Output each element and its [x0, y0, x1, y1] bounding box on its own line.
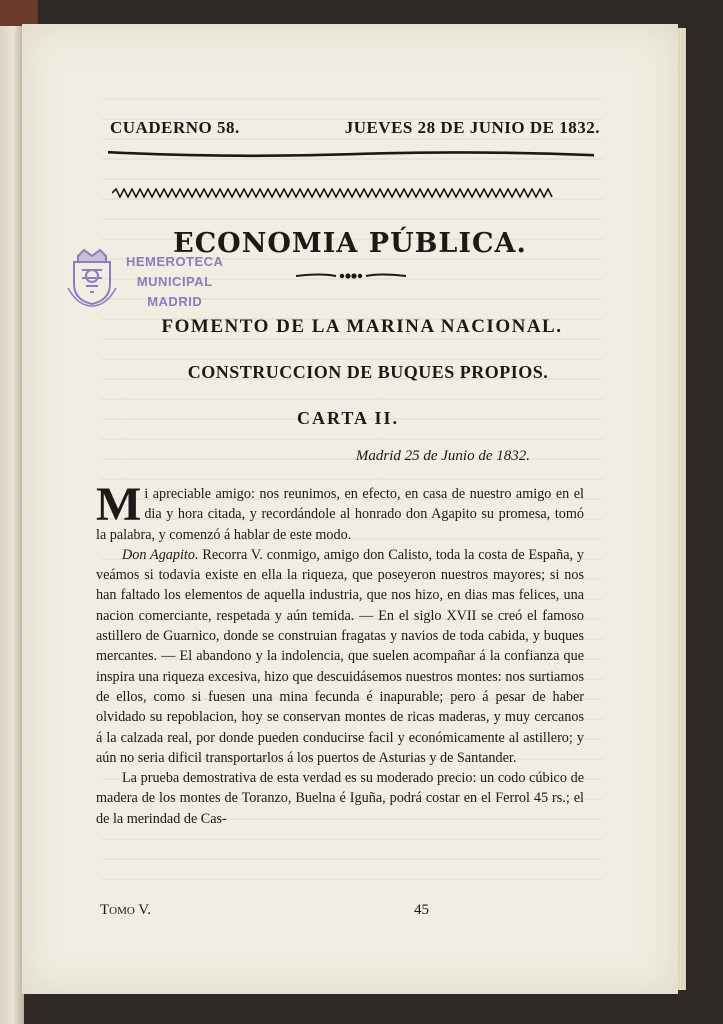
article-title: FOMENTO DE LA MARINA NACIONAL. [161, 316, 563, 337]
header-swell-rule [108, 148, 594, 160]
issue-date: JUEVES 28 DE JUNIO DE 1832. [344, 118, 600, 137]
issue-number: CUADERNO 58. [110, 118, 240, 137]
signature-mark: 45 [414, 902, 429, 918]
paragraph-1 [96, 478, 584, 545]
stamp-line-1: HEMEROTECA [126, 254, 224, 269]
running-header [110, 118, 600, 148]
page-footer [96, 902, 584, 922]
section-masthead: ECONOMIA PÚBLICA. [173, 228, 527, 259]
letter-number: CARTA II. [296, 408, 400, 428]
letter-dateline: Madrid 25 de Junio de 1832. [355, 448, 530, 464]
article-subtitle: CONSTRUCCION DE BUQUES PROPIOS. [187, 362, 549, 382]
paragraph-2 [96, 545, 584, 768]
drop-cap: M [96, 478, 142, 531]
stamp-line-3: MADRID [147, 294, 203, 309]
paragraph-3 [96, 768, 584, 829]
paragraph-1-text: i apreciable amigo: nos reunimos, en efecto, en casa de nuestro amigo en el dia y hora citada, y recordándole al honrado don Agapito su promesa, tomó la palabra, y comenzó á hablar de este modo. [96, 486, 584, 543]
paragraph-2-text: Recorra V. conmigo, amigo don Calisto, toda la costa de España, y veámos si todavia existe en ella la riqueza, que poseyeron nuestros mayores; si nos han faltado los elementos de aquella industria, que nos hizo, en dias mas felices, una nacion comerciante, respetada y aún temida. — En el siglo XVII se creó el famoso astillero de Guarnico, donde se construian fragatas y navios de toda cabida, y buques mercantes. — El abandono y la indolencia, que suelen acompañar á la confianza que inspira una riqueza excesiva, hizo que descuidásemos nuestros montes: nos surtiamos de ellos, como si fuesen una mina fecunda é inapurable; pero á pesar de haber olvidado su repoblacion, hoy se conservan montes de ricas maderas, y muy cercanos á la calzada real, por donde pueden conducirse facil y económicamente al astillero; y aún no seria dificil transportarlos á los puertos de Asturias y de Santander. [96, 546, 584, 766]
binding-corner [0, 0, 38, 26]
previous-page-edge [0, 0, 24, 1024]
volume-label: Tomo V. [100, 902, 151, 918]
article-body [96, 464, 584, 829]
stamp-text [126, 252, 223, 312]
paragraph-3-text: La prueba demostrativa de esta verdad es su moderado precio: un codo cúbico de madera de los montes de Toranzo, Buelna é Iguña, podrá costar en el Ferrol 45 rs.; el de la merindad de Cas- [96, 770, 584, 827]
document-page [22, 24, 678, 994]
wavy-ornament-rule [112, 188, 592, 198]
speaker-name: Don Agapito. [122, 546, 199, 563]
stamp-line-2: MUNICIPAL [136, 274, 213, 289]
masthead-ornament [296, 270, 406, 282]
